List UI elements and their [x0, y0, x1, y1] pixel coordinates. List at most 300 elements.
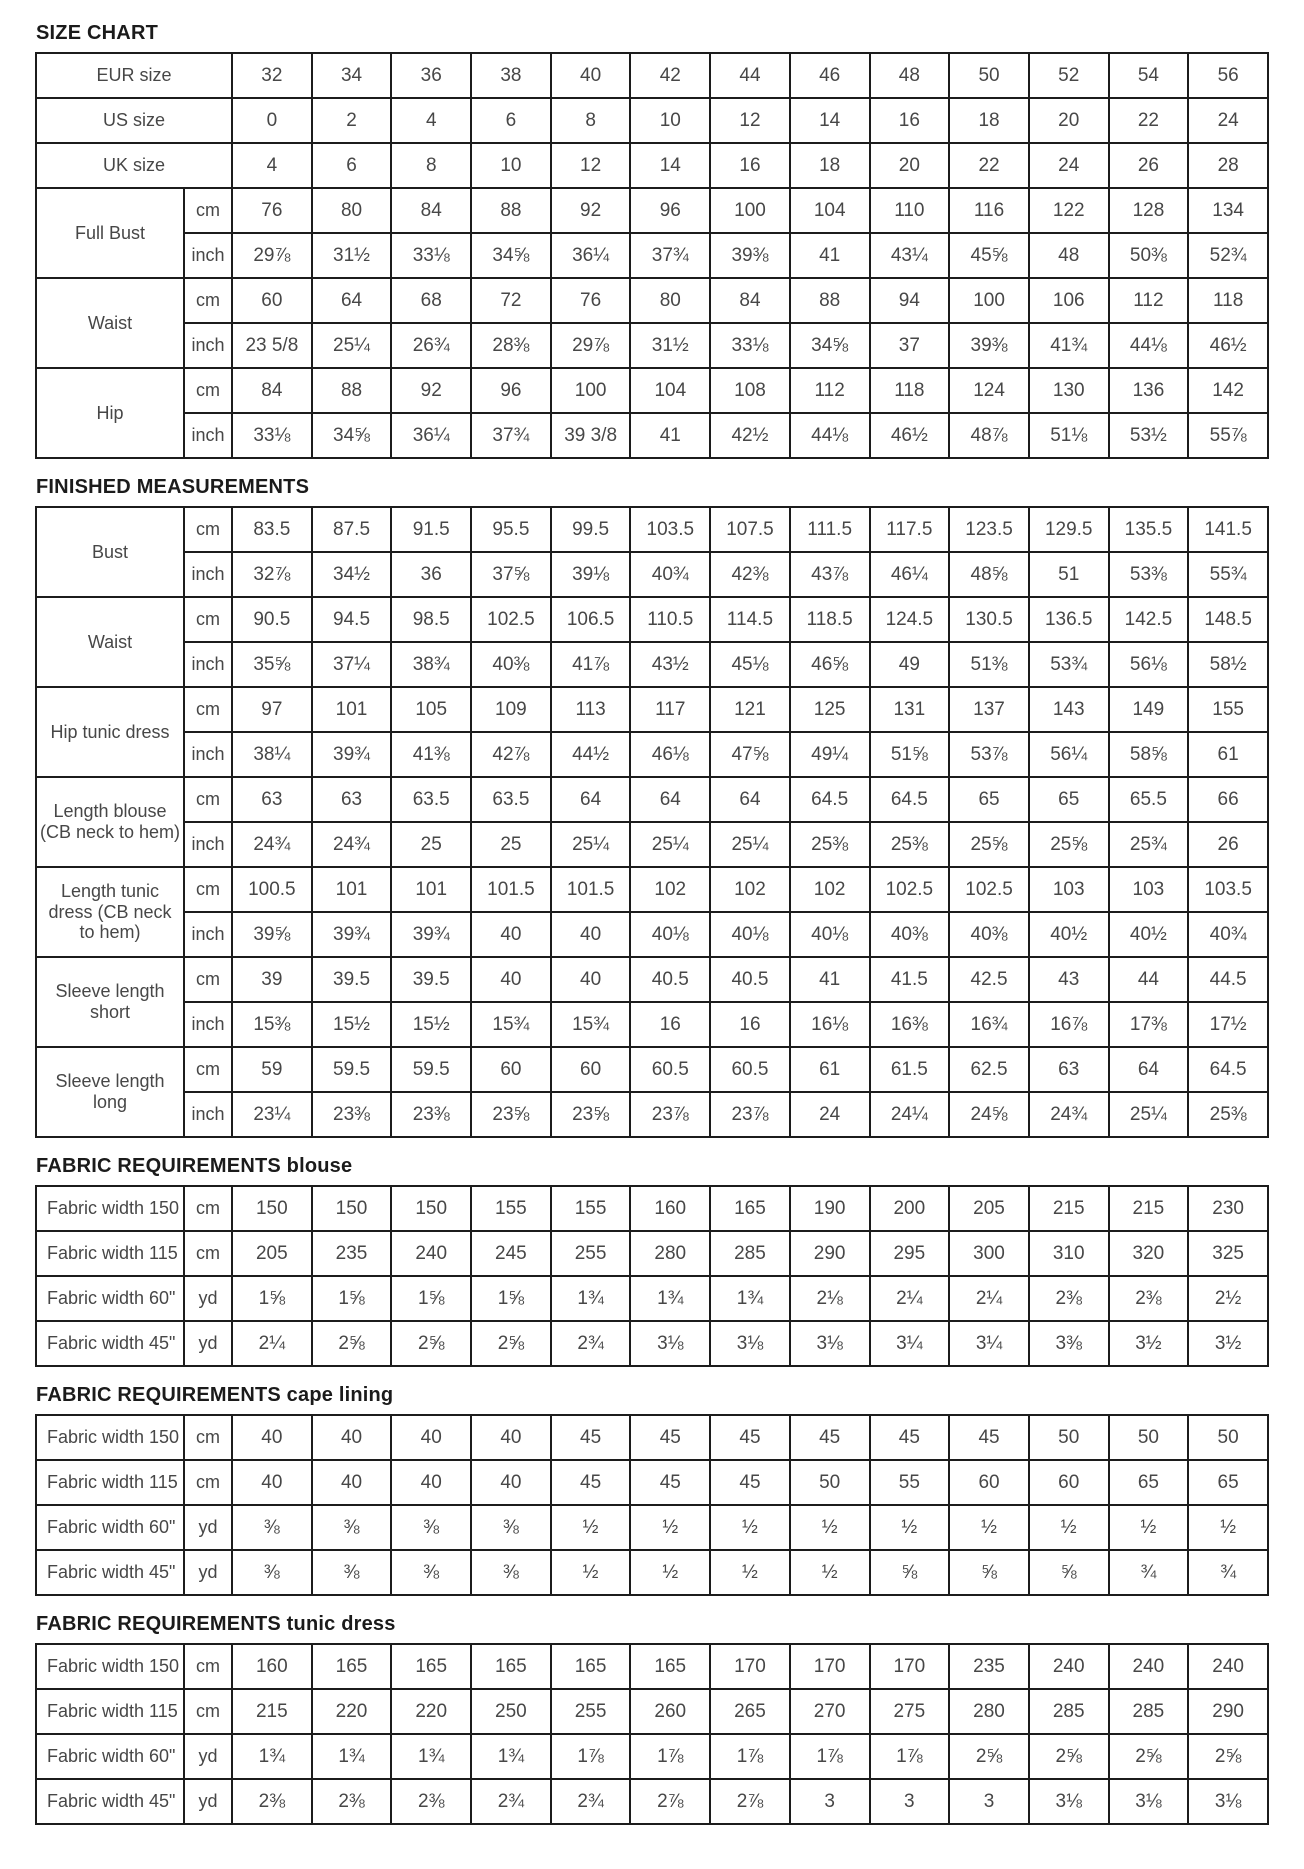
value-cell: 47⅝: [710, 732, 790, 777]
value-cell: 50: [1188, 1415, 1268, 1460]
value-cell: 15⅜: [232, 1002, 312, 1047]
value-cell: 240: [391, 1231, 471, 1276]
value-cell: 32: [232, 53, 312, 98]
value-cell: 1¾: [391, 1734, 471, 1779]
value-cell: 290: [790, 1231, 870, 1276]
value-cell: ⅝: [1029, 1550, 1109, 1595]
table-row: [36, 1186, 1268, 1231]
value-cell: 33⅛: [391, 233, 471, 278]
value-cell: 1¾: [710, 1276, 790, 1321]
value-cell: 87.5: [312, 507, 392, 552]
value-cell: 97: [232, 687, 312, 732]
value-cell: 2⅝: [1029, 1734, 1109, 1779]
value-cell: 1¾: [312, 1734, 392, 1779]
table-row: [36, 1321, 1268, 1366]
value-cell: 39¾: [391, 912, 471, 957]
value-cell: 102: [630, 867, 710, 912]
value-cell: 64: [551, 777, 631, 822]
value-cell: 14: [790, 98, 870, 143]
value-cell: 117: [630, 687, 710, 732]
value-cell: 92: [391, 368, 471, 413]
value-cell: 32⅞: [232, 552, 312, 597]
value-cell: 61.5: [870, 1047, 950, 1092]
value-cell: 95.5: [471, 507, 551, 552]
value-cell: 102: [790, 867, 870, 912]
row-label: Fabric width 60": [36, 1276, 184, 1321]
value-cell: 275: [870, 1689, 950, 1734]
value-cell: ½: [551, 1550, 631, 1595]
value-cell: 48: [870, 53, 950, 98]
value-cell: 215: [1109, 1186, 1189, 1231]
value-cell: 55: [870, 1460, 950, 1505]
value-cell: 40⅜: [471, 642, 551, 687]
table-row: [36, 278, 1268, 323]
value-cell: 45: [630, 1415, 710, 1460]
value-cell: 141.5: [1188, 507, 1268, 552]
row-label: Waist: [36, 278, 184, 368]
value-cell: 44⅛: [790, 413, 870, 458]
value-cell: 98.5: [391, 597, 471, 642]
value-cell: 64.5: [790, 777, 870, 822]
value-cell: 150: [312, 1186, 392, 1231]
value-cell: 23⅜: [312, 1092, 392, 1137]
value-cell: 44: [1109, 957, 1189, 1002]
unit-label: inch: [184, 233, 232, 278]
value-cell: 3⅛: [1029, 1779, 1109, 1824]
value-cell: 230: [1188, 1186, 1268, 1231]
table-row: [36, 1002, 1268, 1047]
value-cell: 96: [471, 368, 551, 413]
value-cell: 100: [551, 368, 631, 413]
value-cell: 220: [391, 1689, 471, 1734]
value-cell: 150: [232, 1186, 312, 1231]
value-cell: 45: [551, 1415, 631, 1460]
value-cell: 40⅛: [630, 912, 710, 957]
value-cell: 295: [870, 1231, 950, 1276]
value-cell: 102: [710, 867, 790, 912]
value-cell: 100: [949, 278, 1029, 323]
value-cell: 16: [710, 143, 790, 188]
value-cell: 40⅜: [949, 912, 1029, 957]
table-row: [36, 233, 1268, 278]
value-cell: 285: [1029, 1689, 1109, 1734]
value-cell: 33⅛: [710, 323, 790, 368]
value-cell: 15¾: [471, 1002, 551, 1047]
value-cell: 170: [710, 1644, 790, 1689]
value-cell: 110: [870, 188, 950, 233]
table-row: [36, 732, 1268, 777]
value-cell: 39.5: [312, 957, 392, 1002]
value-cell: ½: [710, 1505, 790, 1550]
value-cell: 36¼: [551, 233, 631, 278]
value-cell: 2⅛: [790, 1276, 870, 1321]
value-cell: 265: [710, 1689, 790, 1734]
value-cell: 25¼: [710, 822, 790, 867]
value-cell: 44½: [551, 732, 631, 777]
value-cell: 170: [870, 1644, 950, 1689]
value-cell: 24¾: [1029, 1092, 1109, 1137]
value-cell: 56⅛: [1109, 642, 1189, 687]
value-cell: 42½: [710, 413, 790, 458]
value-cell: 65.5: [1109, 777, 1189, 822]
value-cell: 3¼: [949, 1321, 1029, 1366]
value-cell: 42⅞: [471, 732, 551, 777]
row-label: Fabric width 45": [36, 1550, 184, 1595]
value-cell: 1⅞: [630, 1734, 710, 1779]
value-cell: 2⅝: [1109, 1734, 1189, 1779]
value-cell: 44.5: [1188, 957, 1268, 1002]
table-row: [36, 98, 1268, 143]
value-cell: 25⅜: [1188, 1092, 1268, 1137]
value-cell: 60: [471, 1047, 551, 1092]
value-cell: 39 3/8: [551, 413, 631, 458]
value-cell: 65: [949, 777, 1029, 822]
value-cell: 24: [1029, 143, 1109, 188]
value-cell: 4: [391, 98, 471, 143]
value-cell: 37: [870, 323, 950, 368]
value-cell: 34⅝: [312, 413, 392, 458]
value-cell: 23 5/8: [232, 323, 312, 368]
value-cell: 1⅝: [312, 1276, 392, 1321]
value-cell: 136.5: [1029, 597, 1109, 642]
value-cell: 107.5: [710, 507, 790, 552]
value-cell: 25⅝: [949, 822, 1029, 867]
unit-label: inch: [184, 323, 232, 368]
value-cell: 23⅞: [710, 1092, 790, 1137]
value-cell: 101: [312, 867, 392, 912]
value-cell: 43: [1029, 957, 1109, 1002]
value-cell: 155: [471, 1186, 551, 1231]
value-cell: 53⅜: [1109, 552, 1189, 597]
table-row: [36, 1689, 1268, 1734]
value-cell: 40⅛: [710, 912, 790, 957]
value-cell: 1⅞: [870, 1734, 950, 1779]
value-cell: 1⅝: [391, 1276, 471, 1321]
value-cell: 88: [312, 368, 392, 413]
value-cell: 88: [790, 278, 870, 323]
value-cell: 64: [1109, 1047, 1189, 1092]
value-cell: 39⅜: [710, 233, 790, 278]
unit-label: cm: [184, 687, 232, 732]
value-cell: 84: [710, 278, 790, 323]
value-cell: 60: [1029, 1460, 1109, 1505]
value-cell: 215: [1029, 1186, 1109, 1231]
value-cell: 39⅝: [232, 912, 312, 957]
value-cell: 2: [312, 98, 392, 143]
unit-label: inch: [184, 413, 232, 458]
value-cell: 124.5: [870, 597, 950, 642]
value-cell: 41: [790, 957, 870, 1002]
value-cell: 76: [551, 278, 631, 323]
row-label: Hip tunic dress: [36, 687, 184, 777]
value-cell: 3½: [1109, 1321, 1189, 1366]
row-label: Fabric width 150: [36, 1415, 184, 1460]
row-label: Fabric width 45": [36, 1779, 184, 1824]
value-cell: 45: [551, 1460, 631, 1505]
value-cell: 40: [232, 1460, 312, 1505]
value-cell: 124: [949, 368, 1029, 413]
value-cell: 34⅝: [790, 323, 870, 368]
value-cell: 3⅛: [1109, 1779, 1189, 1824]
value-cell: ⅜: [232, 1550, 312, 1595]
value-cell: 23⅝: [471, 1092, 551, 1137]
value-cell: 3½: [1188, 1321, 1268, 1366]
value-cell: 2⅞: [630, 1779, 710, 1824]
value-cell: 103.5: [1188, 867, 1268, 912]
row-label: Bust: [36, 507, 184, 597]
value-cell: 80: [630, 278, 710, 323]
value-cell: 40.5: [710, 957, 790, 1002]
value-cell: 45: [710, 1415, 790, 1460]
value-cell: 16⅜: [870, 1002, 950, 1047]
row-label: Hip: [36, 368, 184, 458]
value-cell: 63: [1029, 1047, 1109, 1092]
fabric-cape-lining-title: FABRIC REQUIREMENTS cape lining: [36, 1384, 394, 1406]
table-row: [36, 1415, 1268, 1460]
value-cell: 24¾: [232, 822, 312, 867]
value-cell: 39⅛: [551, 552, 631, 597]
value-cell: ⅜: [471, 1505, 551, 1550]
value-cell: 53⅞: [949, 732, 1029, 777]
table-row: [36, 642, 1268, 687]
value-cell: ⅜: [232, 1505, 312, 1550]
value-cell: 16¾: [949, 1002, 1029, 1047]
value-cell: 34½: [312, 552, 392, 597]
value-cell: ⅜: [391, 1550, 471, 1595]
value-cell: 50: [1109, 1415, 1189, 1460]
value-cell: 150: [391, 1186, 471, 1231]
value-cell: 80: [312, 188, 392, 233]
value-cell: 64.5: [1188, 1047, 1268, 1092]
value-cell: 24: [790, 1092, 870, 1137]
value-cell: 43½: [630, 642, 710, 687]
value-cell: 25: [391, 822, 471, 867]
value-cell: 40½: [1109, 912, 1189, 957]
value-cell: 42⅜: [710, 552, 790, 597]
value-cell: 46¼: [870, 552, 950, 597]
value-cell: 310: [1029, 1231, 1109, 1276]
value-cell: 240: [1029, 1644, 1109, 1689]
fabric-blouse-title: FABRIC REQUIREMENTS blouse: [36, 1155, 353, 1177]
value-cell: ⅜: [471, 1550, 551, 1595]
value-cell: 66: [1188, 777, 1268, 822]
value-cell: 112: [1109, 278, 1189, 323]
value-cell: 165: [312, 1644, 392, 1689]
value-cell: 45: [630, 1460, 710, 1505]
value-cell: 16: [710, 1002, 790, 1047]
value-cell: 137: [949, 687, 1029, 732]
unit-label: cm: [184, 278, 232, 323]
value-cell: 1¾: [232, 1734, 312, 1779]
value-cell: 2¾: [471, 1779, 551, 1824]
fabric-cape-lining-table: [35, 1414, 1269, 1596]
value-cell: 51⅜: [949, 642, 1029, 687]
value-cell: 28⅜: [471, 323, 551, 368]
value-cell: 23⅞: [630, 1092, 710, 1137]
value-cell: 3⅜: [1029, 1321, 1109, 1366]
value-cell: 59.5: [391, 1047, 471, 1092]
row-label: Sleeve length short: [36, 957, 184, 1047]
value-cell: 40¾: [1188, 912, 1268, 957]
value-cell: 41: [630, 413, 710, 458]
table-row: [36, 597, 1268, 642]
value-cell: 1⅞: [790, 1734, 870, 1779]
row-label: Waist: [36, 597, 184, 687]
unit-label: inch: [184, 732, 232, 777]
value-cell: 118: [870, 368, 950, 413]
value-cell: 40: [391, 1460, 471, 1505]
value-cell: 23¼: [232, 1092, 312, 1137]
value-cell: 215: [232, 1689, 312, 1734]
value-cell: 25⅝: [1029, 822, 1109, 867]
value-cell: 52¾: [1188, 233, 1268, 278]
value-cell: 46½: [870, 413, 950, 458]
value-cell: 148.5: [1188, 597, 1268, 642]
value-cell: 36: [391, 53, 471, 98]
value-cell: 36: [391, 552, 471, 597]
value-cell: 165: [630, 1644, 710, 1689]
value-cell: 94.5: [312, 597, 392, 642]
value-cell: 8: [391, 143, 471, 188]
table-row: [36, 323, 1268, 368]
value-cell: 59.5: [312, 1047, 392, 1092]
value-cell: 41⅜: [391, 732, 471, 777]
value-cell: 18: [949, 98, 1029, 143]
value-cell: 25¾: [1109, 822, 1189, 867]
value-cell: 290: [1188, 1689, 1268, 1734]
table-row: [36, 368, 1268, 413]
value-cell: 240: [1188, 1644, 1268, 1689]
value-cell: 220: [312, 1689, 392, 1734]
value-cell: 6: [471, 98, 551, 143]
unit-label: cm: [184, 1186, 232, 1231]
unit-label: inch: [184, 552, 232, 597]
row-label: Fabric width 150: [36, 1644, 184, 1689]
value-cell: 54: [1109, 53, 1189, 98]
value-cell: 91.5: [391, 507, 471, 552]
value-cell: 123.5: [949, 507, 1029, 552]
value-cell: 155: [1188, 687, 1268, 732]
unit-label: cm: [184, 867, 232, 912]
unit-label: yd: [184, 1779, 232, 1824]
value-cell: 20: [1029, 98, 1109, 143]
value-cell: 25¼: [1109, 1092, 1189, 1137]
unit-label: cm: [184, 597, 232, 642]
value-cell: 42: [630, 53, 710, 98]
value-cell: 1¾: [551, 1276, 631, 1321]
value-cell: 2⅝: [1188, 1734, 1268, 1779]
row-label: Length blouse (CB neck to hem): [36, 777, 184, 867]
value-cell: 45⅝: [949, 233, 1029, 278]
value-cell: 56¼: [1029, 732, 1109, 777]
value-cell: 96: [630, 188, 710, 233]
value-cell: 39¾: [312, 732, 392, 777]
fabric-blouse-table: [35, 1185, 1269, 1367]
value-cell: 280: [949, 1689, 1029, 1734]
value-cell: 22: [1109, 98, 1189, 143]
value-cell: 37¼: [312, 642, 392, 687]
value-cell: 101.5: [551, 867, 631, 912]
value-cell: 190: [790, 1186, 870, 1231]
value-cell: ½: [790, 1505, 870, 1550]
value-cell: 63: [312, 777, 392, 822]
value-cell: 50: [790, 1460, 870, 1505]
value-cell: 255: [551, 1689, 631, 1734]
table-row: [36, 822, 1268, 867]
value-cell: 100: [710, 188, 790, 233]
value-cell: 37⅝: [471, 552, 551, 597]
value-cell: 40.5: [630, 957, 710, 1002]
value-cell: 325: [1188, 1231, 1268, 1276]
value-cell: 65: [1188, 1460, 1268, 1505]
table-row: [36, 1047, 1268, 1092]
value-cell: 60.5: [710, 1047, 790, 1092]
value-cell: 40: [551, 912, 631, 957]
value-cell: 109: [471, 687, 551, 732]
value-cell: 22: [949, 143, 1029, 188]
value-cell: 65: [1109, 1460, 1189, 1505]
value-cell: 63: [232, 777, 312, 822]
value-cell: 40: [232, 1415, 312, 1460]
value-cell: 130.5: [949, 597, 1029, 642]
fabric-tunic-dress-title: FABRIC REQUIREMENTS tunic dress: [36, 1613, 396, 1635]
value-cell: 134: [1188, 188, 1268, 233]
value-cell: 41.5: [870, 957, 950, 1002]
value-cell: 2⅜: [1029, 1276, 1109, 1321]
value-cell: 2⅝: [391, 1321, 471, 1366]
value-cell: 48⅝: [949, 552, 1029, 597]
value-cell: 135.5: [1109, 507, 1189, 552]
value-cell: 63.5: [391, 777, 471, 822]
value-cell: 20: [870, 143, 950, 188]
value-cell: 15½: [391, 1002, 471, 1047]
value-cell: 111.5: [790, 507, 870, 552]
value-cell: 118: [1188, 278, 1268, 323]
table-row: [36, 777, 1268, 822]
value-cell: 1¾: [471, 1734, 551, 1779]
value-cell: 101: [312, 687, 392, 732]
value-cell: 16⅞: [1029, 1002, 1109, 1047]
row-label: Fabric width 115: [36, 1460, 184, 1505]
value-cell: ¾: [1188, 1550, 1268, 1595]
value-cell: 142: [1188, 368, 1268, 413]
value-cell: 24⅝: [949, 1092, 1029, 1137]
unit-label: cm: [184, 1047, 232, 1092]
table-row: [36, 957, 1268, 1002]
value-cell: 50⅜: [1109, 233, 1189, 278]
value-cell: 83.5: [232, 507, 312, 552]
value-cell: 99.5: [551, 507, 631, 552]
value-cell: 58⅝: [1109, 732, 1189, 777]
value-cell: 29⅞: [232, 233, 312, 278]
unit-label: yd: [184, 1321, 232, 1366]
value-cell: 61: [1188, 732, 1268, 777]
value-cell: 65: [1029, 777, 1109, 822]
value-cell: ⅝: [949, 1550, 1029, 1595]
unit-label: inch: [184, 822, 232, 867]
row-label: Fabric width 45": [36, 1321, 184, 1366]
value-cell: 41: [790, 233, 870, 278]
value-cell: 29⅞: [551, 323, 631, 368]
value-cell: 51: [1029, 552, 1109, 597]
value-cell: ½: [551, 1505, 631, 1550]
value-cell: 42.5: [949, 957, 1029, 1002]
value-cell: 43⅞: [790, 552, 870, 597]
table-row: [36, 507, 1268, 552]
value-cell: 165: [551, 1644, 631, 1689]
value-cell: 2¼: [949, 1276, 1029, 1321]
table-row: [36, 413, 1268, 458]
